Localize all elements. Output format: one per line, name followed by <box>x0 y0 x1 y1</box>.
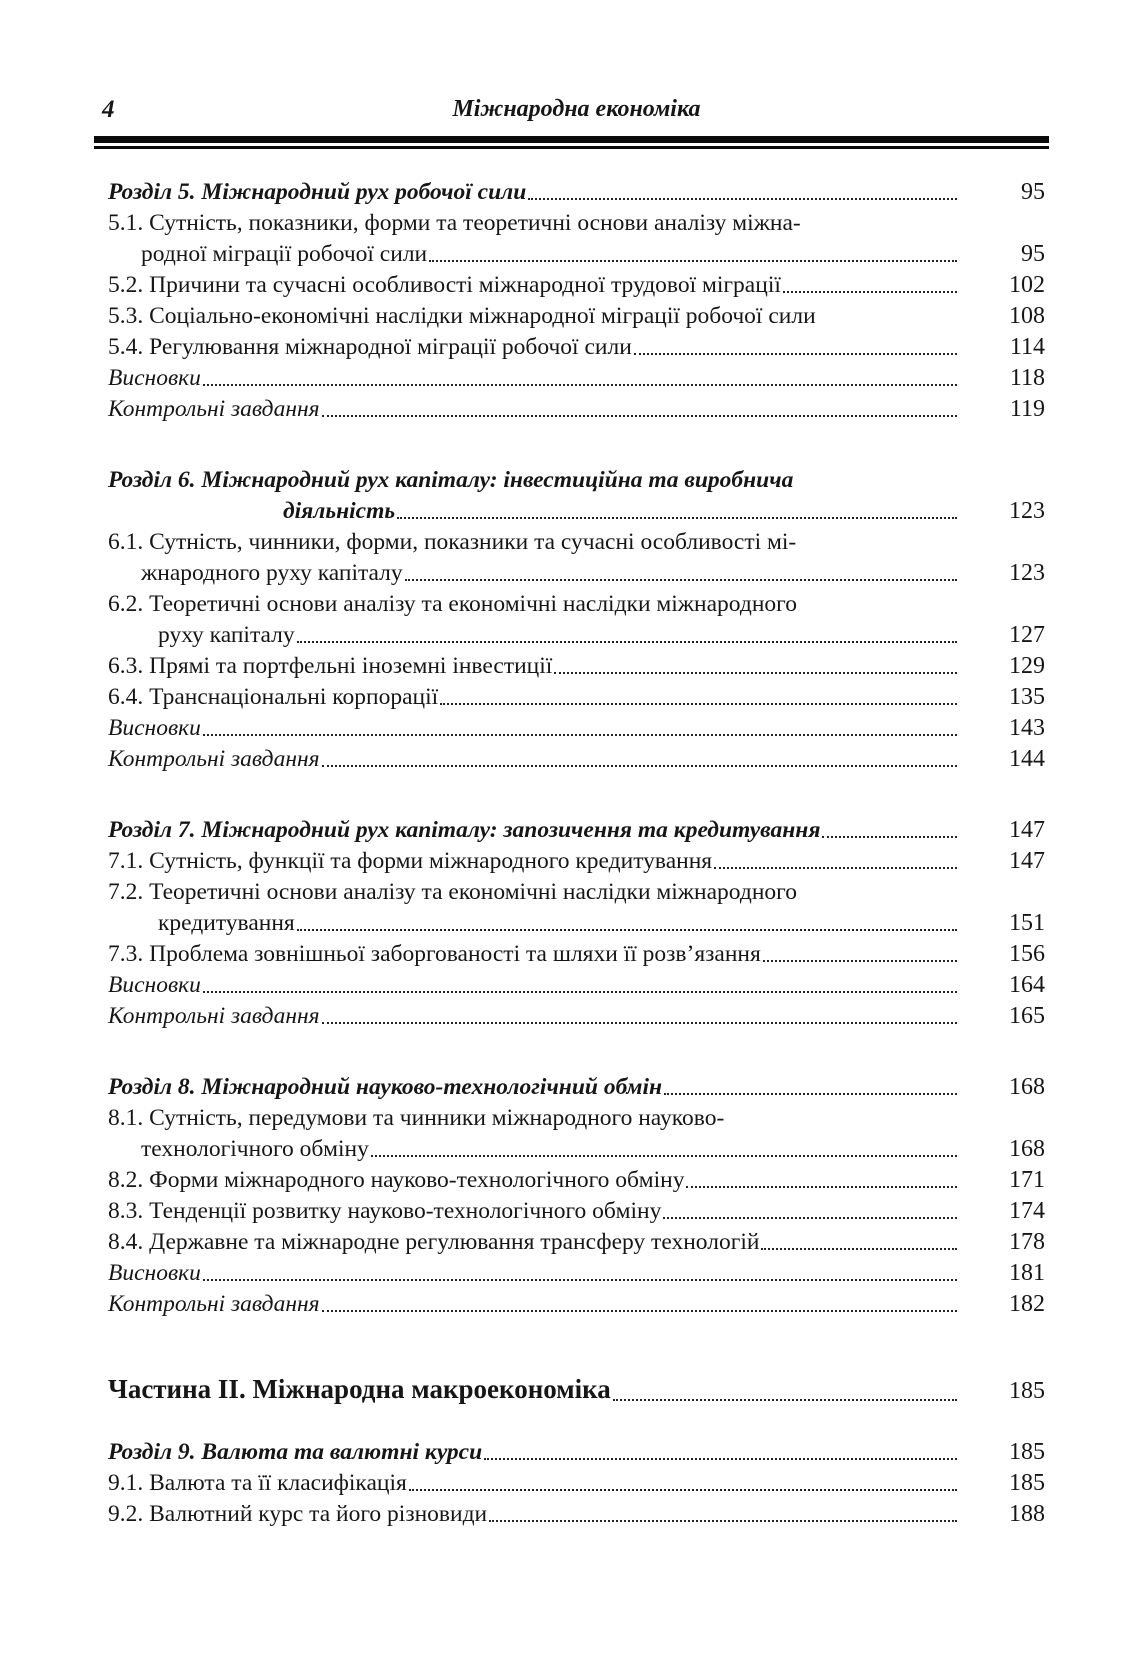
toc-line <box>108 1134 1045 1165</box>
toc-line <box>108 908 1045 939</box>
toc-page-number: 114 <box>1009 334 1045 360</box>
toc-entry <box>108 332 1045 363</box>
dot-leader <box>405 579 957 581</box>
toc-line <box>108 558 1045 589</box>
dot-leader <box>322 1022 957 1024</box>
toc-entry <box>108 363 1045 394</box>
dot-leader <box>203 991 957 993</box>
toc-page-number: 95 <box>1021 179 1045 205</box>
toc-page-number: 119 <box>1009 396 1045 422</box>
toc-line <box>108 1499 1045 1530</box>
dot-leader <box>297 929 957 931</box>
toc-entry-title: кредитування <box>158 910 295 936</box>
toc-line <box>108 815 1045 846</box>
dot-leader <box>397 517 957 519</box>
toc-entry <box>108 1468 1045 1499</box>
toc-page-number: 188 <box>1009 1501 1045 1527</box>
toc-page-number: 165 <box>1009 1003 1045 1029</box>
toc-entry <box>108 1227 1045 1258</box>
toc-entry-title: родної міграції робочої сили <box>141 241 428 267</box>
toc-entry-title: Розділ 5. Міжнародний рух робочої сили <box>108 179 527 205</box>
chapter-9 <box>108 1437 1045 1530</box>
toc-entry-title: 8.2. Форми міжнародного науково-технологічного обміну <box>108 1167 685 1193</box>
table-of-contents <box>108 177 1045 1530</box>
toc-entry <box>108 527 1045 589</box>
toc-entry <box>108 970 1045 1001</box>
toc-page-number: 102 <box>1009 272 1045 298</box>
toc-line <box>108 713 1045 744</box>
toc-entry-title: 5.3. Соціально-економічні наслідки міжнародної міграції робочої сили <box>108 303 816 329</box>
toc-page-number: 164 <box>1009 972 1045 998</box>
header-rule-thick-bar <box>94 136 1049 143</box>
dot-leader <box>489 1520 957 1522</box>
toc-entry-title: Частина II. Міжнародна макроекономіка <box>108 1374 611 1404</box>
toc-page-number: 118 <box>1009 365 1045 391</box>
toc-entry <box>108 1499 1045 1530</box>
toc-line <box>108 496 1045 527</box>
toc-line <box>108 846 1045 877</box>
header-rule <box>94 136 1049 149</box>
toc-page-number: 168 <box>1009 1074 1045 1100</box>
toc-line <box>108 744 1045 775</box>
toc-entry <box>108 1001 1045 1032</box>
toc-line <box>108 651 1045 682</box>
dot-leader <box>613 1399 957 1401</box>
toc-line <box>108 332 1045 363</box>
dot-leader <box>322 765 957 767</box>
toc-entry-title: 6.4. Транснаціональні корпорації <box>108 684 439 710</box>
toc-line <box>108 682 1045 713</box>
chapter-7 <box>108 815 1045 1032</box>
toc-entry <box>108 815 1045 846</box>
dot-leader <box>763 960 957 962</box>
toc-entry <box>108 939 1045 970</box>
dot-leader <box>686 1186 957 1188</box>
running-header <box>102 96 1045 124</box>
toc-entry-title: 8.3. Тенденції розвитку науково-технологічного обміну <box>108 1198 662 1224</box>
toc-line <box>108 1103 1045 1134</box>
toc-entry-title: 6.3. Прямі та портфельні іноземні інвестиції <box>108 653 553 679</box>
toc-line <box>108 527 1045 558</box>
toc-entry-title: Розділ 6. Міжнародний рух капіталу: інвестиційна та виробнича <box>108 467 794 493</box>
toc-line <box>108 208 1045 239</box>
toc-line <box>108 1001 1045 1032</box>
toc-line <box>108 394 1045 425</box>
toc-line <box>108 939 1045 970</box>
toc-entry-title: 5.4. Регулювання міжнародної міграції робочої сили <box>108 334 632 360</box>
toc-page-number: 156 <box>1009 941 1045 967</box>
toc-entry <box>108 682 1045 713</box>
part-2 <box>108 1372 1045 1409</box>
dot-leader <box>297 641 957 643</box>
toc-line <box>108 1437 1045 1468</box>
dot-leader <box>761 1248 957 1250</box>
toc-entry-title: 5.2. Причини та сучасні особливості міжнародної трудової міграції <box>108 272 781 298</box>
dot-leader <box>663 1217 957 1219</box>
toc-entry <box>108 465 1045 527</box>
toc-entry-title: 5.1. Сутність, показники, форми та теоретичні основи аналізу міжна- <box>108 210 801 236</box>
toc-page-number: 135 <box>1009 684 1045 710</box>
toc-entry <box>108 713 1045 744</box>
toc-line <box>108 465 1045 496</box>
chapter-8 <box>108 1072 1045 1320</box>
dot-leader <box>714 867 957 869</box>
toc-page-number: 168 <box>1009 1136 1045 1162</box>
chapter-6 <box>108 465 1045 775</box>
dot-leader <box>783 291 957 293</box>
toc-line <box>108 1372 1045 1409</box>
toc-entry <box>108 877 1045 939</box>
toc-line <box>108 620 1045 651</box>
toc-page-number: 95 <box>1021 241 1045 267</box>
toc-entry <box>108 394 1045 425</box>
toc-entry-title: Контрольні завдання <box>108 396 320 422</box>
toc-entry-title: Висновки <box>108 715 201 741</box>
toc-line <box>108 1072 1045 1103</box>
dot-leader <box>634 353 957 355</box>
toc-entry-title: 7.1. Сутність, функції та форми міжнародного кредитування <box>108 848 713 874</box>
dot-leader <box>484 1458 957 1460</box>
page-number: 4 <box>102 96 115 123</box>
toc-entry-title: діяльність <box>283 498 396 524</box>
dot-leader <box>664 1093 957 1095</box>
dot-leader <box>322 1310 957 1312</box>
toc-entry <box>108 1289 1045 1320</box>
toc-entry <box>108 177 1045 208</box>
toc-entry-title: технологічного обміну <box>141 1136 369 1162</box>
dot-leader <box>409 1489 957 1491</box>
toc-entry-title: Контрольні завдання <box>108 1291 320 1317</box>
toc-entry-title: Контрольні завдання <box>108 746 320 772</box>
dot-leader <box>322 415 957 417</box>
toc-line <box>108 1258 1045 1289</box>
toc-entry-title: 7.3. Проблема зовнішньої заборгованості та шляхи її розв’язання <box>108 941 761 967</box>
toc-page-number: 185 <box>1009 1378 1045 1404</box>
toc-entry-title: жнародного руху капіталу <box>141 560 403 586</box>
toc-entry <box>108 1072 1045 1103</box>
toc-line <box>108 1165 1045 1196</box>
toc-entry-title: Розділ 9. Валюта та валютні курси <box>108 1439 483 1465</box>
toc-entry-title: 9.2. Валютний курс та його різновиди <box>108 1501 488 1527</box>
dot-leader <box>528 198 957 200</box>
toc-entry-title: Розділ 7. Міжнародний рух капіталу: запозичення та кредитування <box>108 817 821 843</box>
toc-page-number: 178 <box>1009 1229 1045 1255</box>
toc-page-number: 127 <box>1009 622 1045 648</box>
toc-entry-title: Висновки <box>108 1260 201 1286</box>
toc-page-number: 185 <box>1009 1470 1045 1496</box>
toc-page-number: 147 <box>1009 848 1045 874</box>
toc-line <box>108 877 1045 908</box>
toc-page-number: 147 <box>1009 817 1045 843</box>
toc-entry <box>108 208 1045 270</box>
toc-line <box>108 970 1045 1001</box>
toc-line <box>108 1196 1045 1227</box>
toc-page-number: 185 <box>1009 1439 1045 1465</box>
toc-entry <box>108 1165 1045 1196</box>
dot-leader <box>203 384 957 386</box>
toc-entry-title: 7.2. Теоретичні основи аналізу та економічні наслідки міжнародного <box>108 879 797 905</box>
toc-page-number: 108 <box>1009 303 1045 329</box>
toc-line <box>108 1468 1045 1499</box>
toc-entry-title: 8.1. Сутність, передумови та чинники міжнародного науково- <box>108 1105 725 1131</box>
toc-entry <box>108 1372 1045 1409</box>
toc-page-number: 182 <box>1009 1291 1045 1317</box>
toc-entry-title: Висновки <box>108 365 201 391</box>
toc-line <box>108 177 1045 208</box>
toc-entry <box>108 744 1045 775</box>
dot-leader <box>203 734 957 736</box>
toc-line <box>108 239 1045 270</box>
toc-line <box>108 301 1045 332</box>
toc-entry <box>108 301 1045 332</box>
toc-line <box>108 1289 1045 1320</box>
toc-entry <box>108 846 1045 877</box>
dot-leader <box>822 836 957 838</box>
toc-line <box>108 1227 1045 1258</box>
toc-entry <box>108 1196 1045 1227</box>
dot-leader <box>203 1279 957 1281</box>
dot-leader <box>429 260 957 262</box>
toc-entry-title: 6.2. Теоретичні основи аналізу та економічні наслідки міжнародного <box>108 591 797 617</box>
toc-line <box>108 363 1045 394</box>
toc-entry-title: Розділ 8. Міжнародний науково-технологічний обмін <box>108 1074 663 1100</box>
dot-leader <box>371 1155 957 1157</box>
header-rule-thin-bar <box>94 146 1049 149</box>
toc-entry-title: 8.4. Державне та міжнародне регулювання трансферу технологій <box>108 1229 760 1255</box>
toc-entry <box>108 270 1045 301</box>
toc-page-number: 144 <box>1009 746 1045 772</box>
chapter-5 <box>108 177 1045 425</box>
toc-page-number: 129 <box>1009 653 1045 679</box>
toc-entry-title: 9.1. Валюта та її класифікація <box>108 1470 407 1496</box>
toc-entry <box>108 1258 1045 1289</box>
toc-entry <box>108 1103 1045 1165</box>
toc-entry-title: руху капіталу <box>158 622 295 648</box>
toc-entry-title: Контрольні завдання <box>108 1003 320 1029</box>
running-title: Міжнародна економіка <box>452 96 701 122</box>
toc-entry <box>108 589 1045 651</box>
toc-entry-title: 6.1. Сутність, чинники, форми, показники та сучасні особливості мі- <box>108 529 797 555</box>
toc-line <box>108 589 1045 620</box>
dot-leader <box>818 322 957 324</box>
toc-page-number: 174 <box>1009 1198 1045 1224</box>
toc-page-number: 171 <box>1009 1167 1045 1193</box>
toc-entry <box>108 1437 1045 1468</box>
toc-entry <box>108 651 1045 682</box>
toc-page-number: 123 <box>1009 560 1045 586</box>
toc-page-number: 123 <box>1009 498 1045 524</box>
toc-line <box>108 270 1045 301</box>
dot-leader <box>440 703 957 705</box>
toc-entry-title: Висновки <box>108 972 201 998</box>
toc-page-number: 181 <box>1009 1260 1045 1286</box>
dot-leader <box>554 672 957 674</box>
toc-page-number: 151 <box>1009 910 1045 936</box>
toc-page-number: 143 <box>1009 715 1045 741</box>
